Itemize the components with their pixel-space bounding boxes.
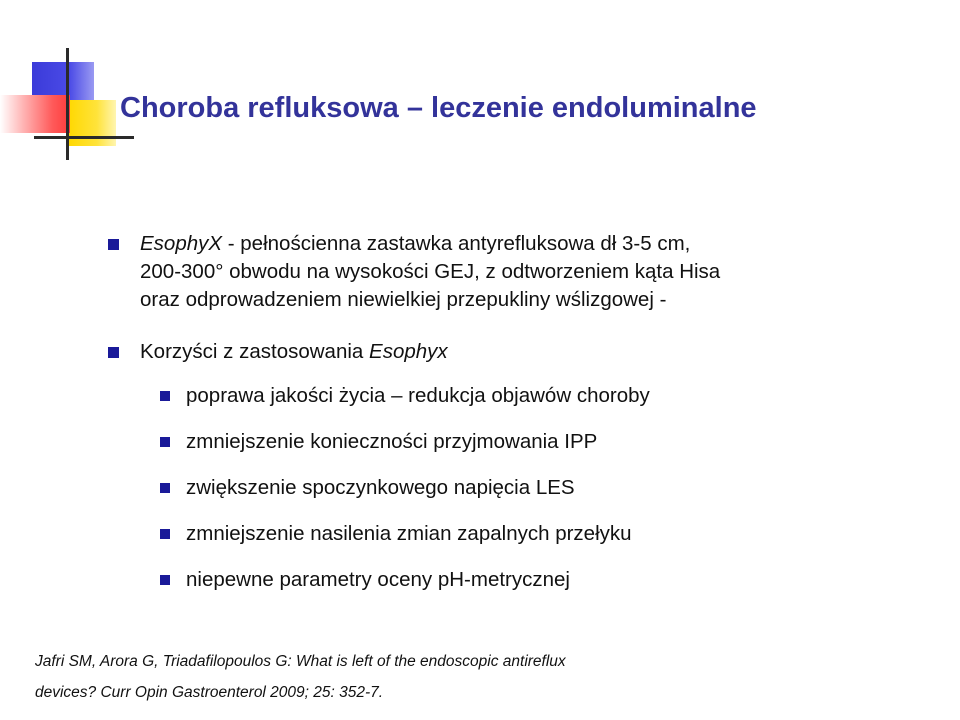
square-bullet-icon: [108, 239, 119, 250]
subbullet-text: zmniejszenie nasilenia zmian zapalnych przełyku: [186, 522, 632, 545]
bullet-lead-italic: EsophyX: [140, 232, 223, 255]
benefits-text: Korzyści z zastosowania: [140, 340, 370, 363]
subbullet-text: poprawa jakości życia – redukcja objawów choroby: [186, 384, 650, 407]
square-bullet-icon: [108, 347, 119, 358]
square-bullet-icon: [160, 529, 170, 539]
reference-line-2: devices? Curr Opin Gastroenterol 2009; 25: 352-7.: [35, 684, 384, 701]
square-bullet-icon: [160, 483, 170, 493]
square-bullet-icon: [160, 437, 170, 447]
subbullet-text: zmniejszenie konieczności przyjmowania IPP: [186, 430, 598, 453]
square-bullet-icon: [160, 575, 170, 585]
subbullet-text: niepewne parametry oceny pH-metrycznej: [186, 568, 570, 591]
bullet-text: [140, 232, 690, 256]
logo-vertical-line: [66, 48, 69, 160]
bullet-line1-rest: - pełnościenna zastawka antyrefluksowa dł 3-5 cm,: [222, 232, 691, 255]
square-bullet-icon: [160, 391, 170, 401]
logo-red-square: [0, 95, 70, 133]
decorative-logo: [0, 0, 140, 170]
slide-title: Choroba refluksowa – leczenie endoluminalne: [120, 92, 757, 124]
bullet-text: [140, 340, 448, 364]
reference-line-1: Jafri SM, Arora G, Triadafilopoulos G: What is left of the endoscopic antireflux: [35, 653, 566, 670]
logo-yellow-square: [68, 100, 116, 146]
benefits-italic: Esophyx: [369, 340, 448, 363]
bullet-line-2: 200-300° obwodu na wysokości GEJ, z odtworzeniem kąta Hisa: [140, 260, 721, 283]
logo-horizontal-line: [34, 136, 134, 139]
subbullet-text: zwiększenie spoczynkowego napięcia LES: [186, 476, 575, 499]
bullet-line-3: oraz odprowadzeniem niewielkiej przepukliny wślizgowej -: [140, 288, 667, 311]
